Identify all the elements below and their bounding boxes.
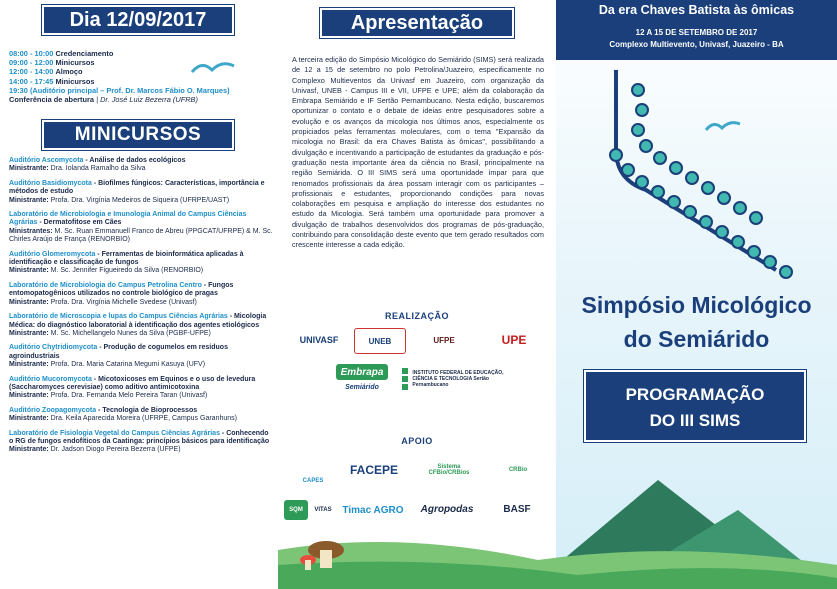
apresentacao-banner: Apresentação [320,8,514,38]
course-item: Laboratório de Fisiologia Vegetal do Campus Ciências Agrárias - Conhecendo o RG de fungos endofíticos da Caatinga: princípios básicos para identificação Ministrante: Dr. Jadson Diogo Pereira Bezerra (UFPE) [9,429,270,454]
fungus-hyphae-illustration [576,70,816,300]
course-item: Auditório Mucoromycota - Micotoxicoses em Equinos e o uso de levedura (Saccharomyces cerevisiae) como aditivo antimicotoxina Ministrante: Profa. Dra. Fernanda Melo Pereira Taran (Univasf) [9,375,256,400]
course-item: Auditório Zoopagomycota - Tecnologia de Bioprocessos Ministrante: Dra. Keila Aparecida Moreira (UFRPE, Campus Garanhuns) [9,406,237,423]
opening-conference: Conferência de abertura | Dr. José Luiz Bezerra (UFRB) [9,95,198,105]
univasf-logo: UNIVASF [299,335,339,345]
uneb-logo: UNEB [354,328,406,354]
semiarido-label: Semiárido [345,383,379,391]
apresentacao-text: A terceira edição do Simpósio Micológico do Semiárido (SIMS) será realizada de 12 a 15 de setembro no polo Petrolina/Juazeiro, especificamente no Complexo Multieventos da Univasf em Juazeiro, com organização da Univasf, UNEB - Campus III e VII, UFPE e UPE; além da colaboração da Embrapa Semiárido e IF Sertão Pernambucano. Nesta edição, buscaremos oportunizar o contato e o debate de ideias entre pesquisadores sobre a evolução e os avanços da micologia nos últimos anos, especialmente os propiciados pelas ferramentas moleculares, com o tema "Expansão da micologia no Brasil: da era Chaves Batista às ômicas", possibilitando a divulgação e incentivando a participação de estudantes da graduação e pós-graduação nesta importante área da ciência no Brasil, principalmente na região Semiárida. O III SIMS será uma oportunidade ímpar para que renomados profissionais da área possam interagir com os participantes – profissionais e estudantes, proporcionando condições para novas colaborações em pesquisa e ampliação do interesse dos estudantes no estudo da Micologia. Será também uma oportunidade para promover a divulgação de trabalhos desenvolvidos dos programas de pós-graduação, contribuindo para consolidação deste evento que tem gerado resultados com crescente interesse a cada edição. [292,55,544,250]
header-dates: 12 A 15 DE SETEMBRO DE 2017 [635,28,758,37]
programacao-line1: PROGRAMAÇÃO [625,385,765,404]
programacao-box [584,370,806,442]
course-item: Auditório Ascomycota - Análise de dados ecológicos Ministrante: Dra. Iolanda Ramalho da Silva [9,157,186,173]
ufpe-logo: UFPE [433,335,455,345]
capes-logo: CAPES [302,478,324,484]
header-slogan: Da era Chaves Batista às ômicas [598,3,795,17]
course-item: Laboratório de Microbiologia e Imunologia Animal do Campus Ciências Agrárias - Dermatofitose em Cães Ministrantes: M. Sc. Ruan Emmanuell Franco de Abreu (PPGCAT/UFRPE) & M. Sc. Chirles Araújo de França (RENORBIO) [9,211,273,244]
schedule-item: 14:00 - 17:45 Minicursos [9,76,95,86]
if-sertao-logo: INSTITUTO FEDERAL DE EDUCAÇÃO, CIÊNCIA E TECNOLOGIA Sertão Pernambucano [402,364,522,394]
course-item: Laboratório de Microbiologia do Campus Petrolina Centro - Fungos entomopatogênicos utilizados no controle biológico de pragas Ministrante: Profa. Dra. Virgínia Michelle Svedese (Univasf) [9,281,234,306]
landscape-illustration [278,470,837,589]
upe-logo: UPE [501,333,527,347]
schedule-item: 19:30 (Auditório principal – Prof. Dr. Marcos Fábio O. Marques) [9,85,230,95]
programacao-line2: DO III SIMS [649,411,741,430]
course-item: Laboratório de Microscopia e lupas do Campus Ciências Agrárias - Micologia Médica: do diagnóstico laboratorial à identificação dos agentes etiológicos Ministrante: M. Sc. Michellangelo Nunes da Silva (PGBF-UFPE) [9,313,267,337]
course-item: Auditório Glomeromycota - Ferramentas de bioinformática aplicadas à identificação e classificação de fungos Ministrante: M. Sc. Jennifer Figueiredo da Silva (RENORBIO) [9,250,244,275]
date-banner: Dia 12/09/2017 [42,5,234,35]
timac-logo: Timac AGRO [342,504,404,516]
left-panel [0,0,278,589]
minicursos-banner: MINICURSOS [42,120,234,150]
course-item: Auditório Basidiomycota - Biofilmes fúngicos: Características, importância e métodos de estudo Ministrante: Profa. Dra. Virgínia Medeiros de Siqueira (UFRPE/UAST) [9,179,265,204]
if-icon [402,368,408,390]
crbio-logo: CRBio [508,467,528,473]
bird-icon [704,118,744,134]
header-location: Complexo Multievento, Univasf, Juazeiro - BA [609,40,784,49]
courses-list [9,157,274,461]
cfbio-logo: Sistema CFBio/CRBios [428,464,470,476]
sqm-logo: SQM [284,500,308,520]
basf-logo: BASF [503,503,531,515]
apoio-title: APOIO [401,436,433,446]
facepe-logo: FACEPE [349,463,398,477]
realizacao-title: REALIZAÇÃO [385,311,449,321]
symposium-title-line1: Simpósio Micológico [581,292,812,318]
schedule-item: 08:00 - 10:00 Credenciamento [9,49,114,58]
bird-icon [190,58,240,78]
symposium-title-line2: do Semiárido [623,326,770,352]
vitas-logo: VITAS [314,507,332,513]
schedule-item: 09:00 - 12:00 Minicursos [9,58,95,68]
embrapa-logo: Embrapa [336,364,388,380]
agropodas-logo: Agropodas [420,503,474,515]
schedule-item: 12:00 - 14:00 Almoço [9,67,83,77]
course-item: Auditório Chytridiomycota - Produção de cogumelos em resíduos agroindustriais Ministrante: Profa. Dra. Maria Catarina Megumi Kasuya (UFV) [9,344,228,369]
